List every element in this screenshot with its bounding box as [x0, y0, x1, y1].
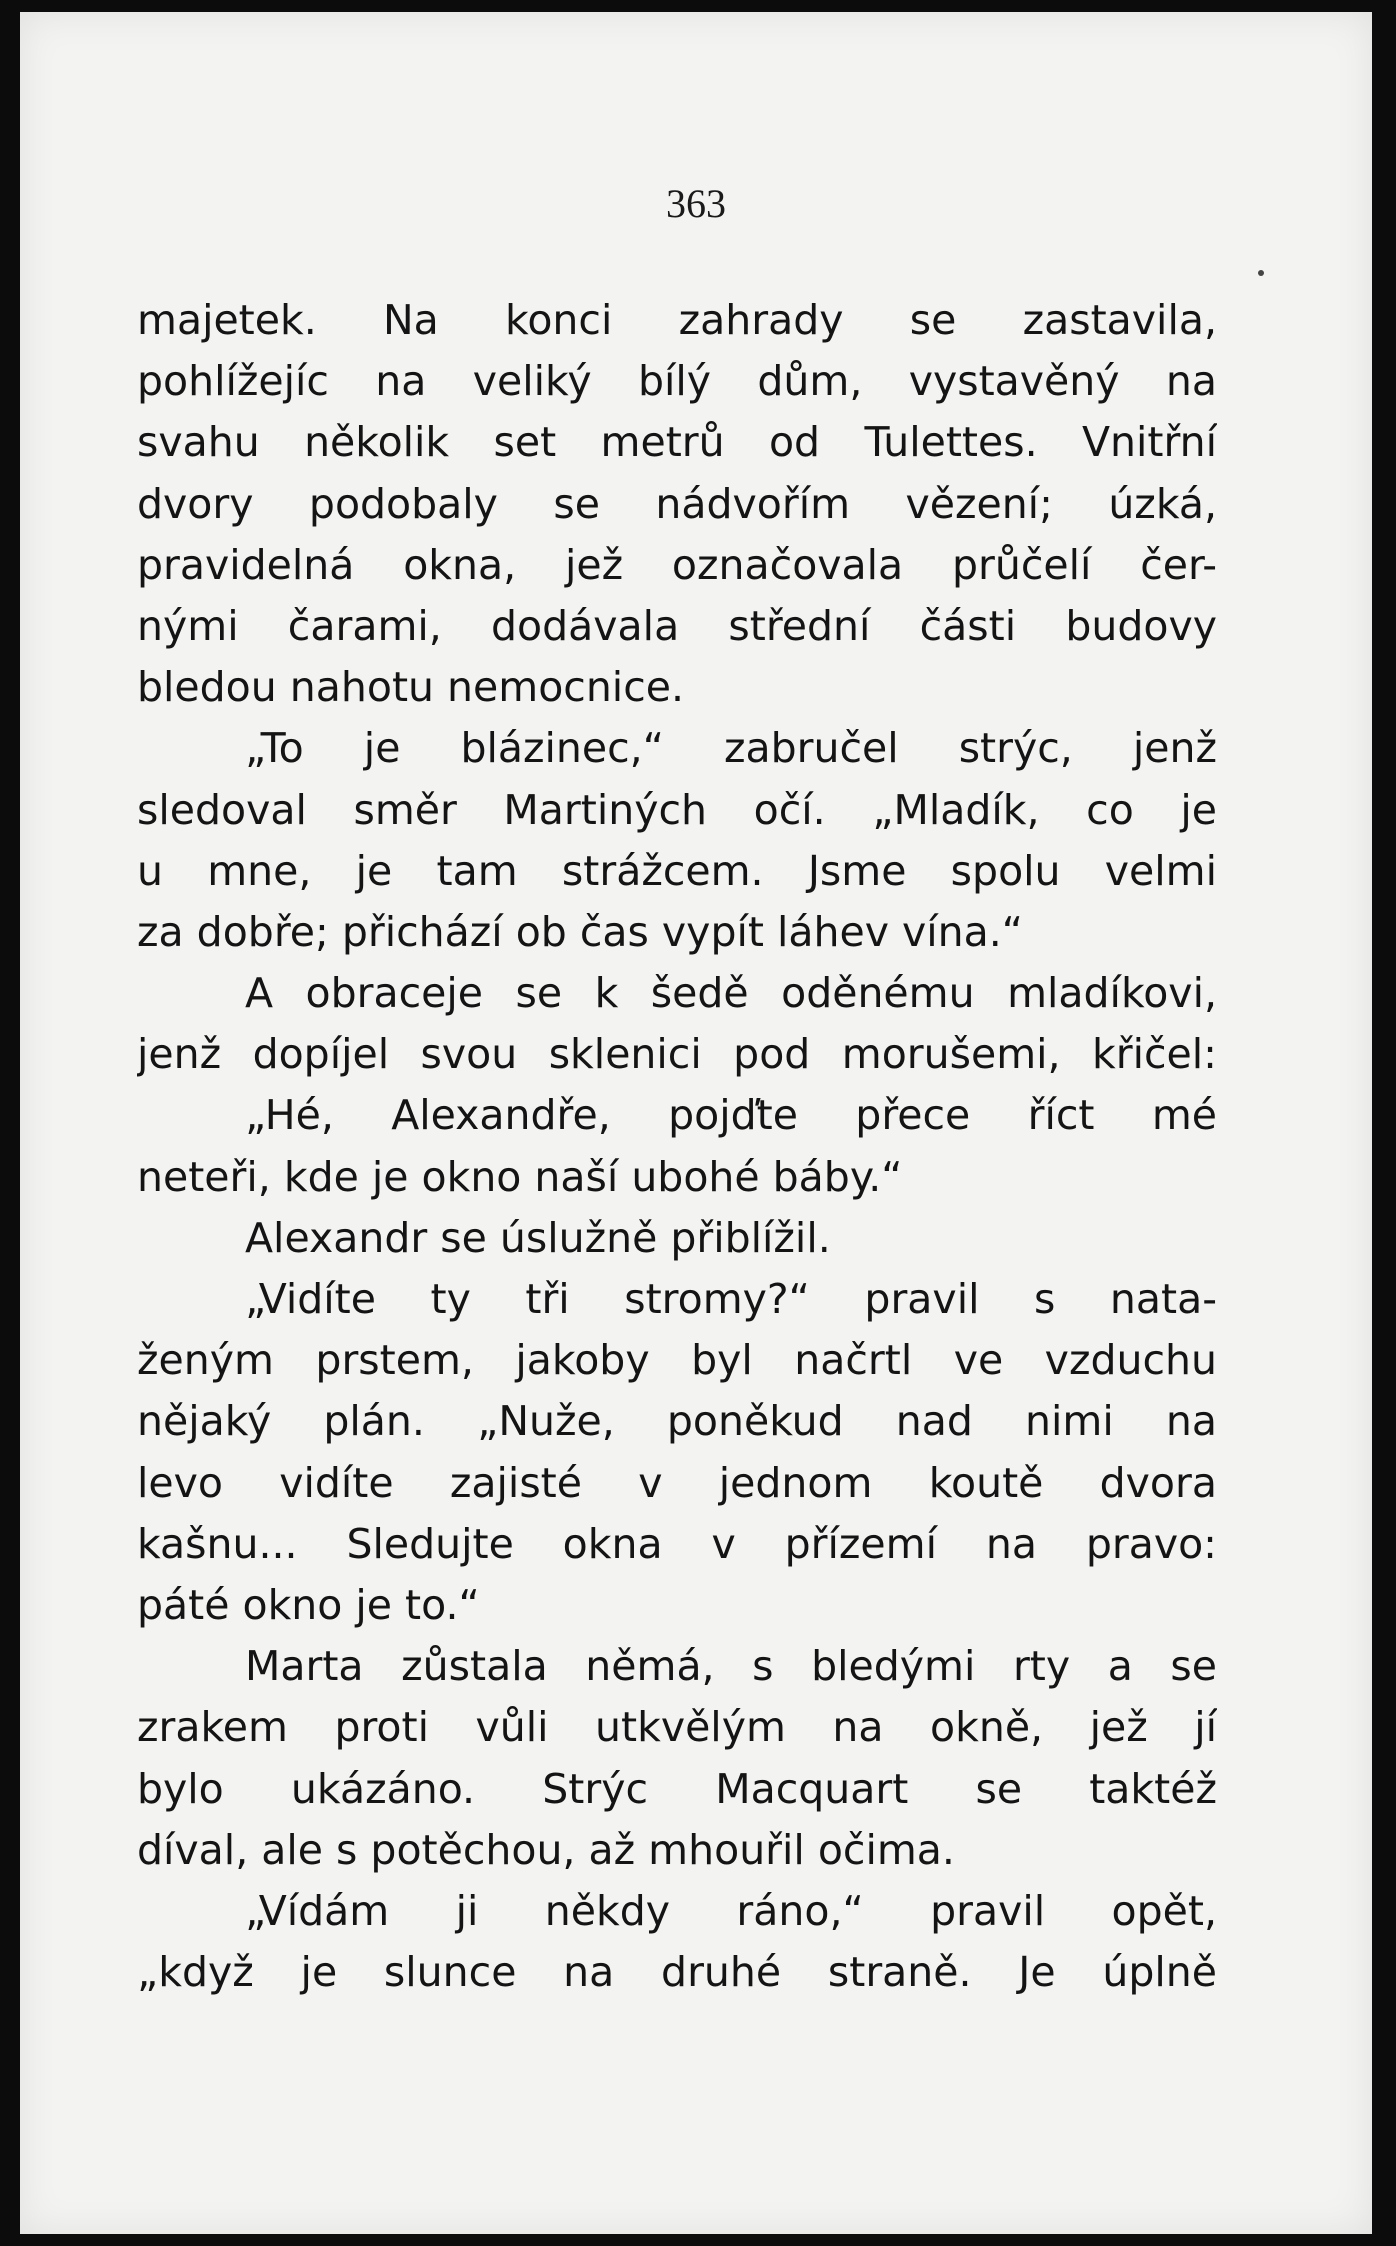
text-line: kašnu... Sledujte okna v přízemí na pravo: [137, 1519, 1217, 1568]
text-line: bylo ukázáno. Strýc Macquart se taktéž [137, 1764, 1217, 1813]
text-line: u mne, je tam strážcem. Jsme spolu velmi [137, 846, 1217, 895]
text-line: díval, ale s potěchou, až mhouřil očima. [137, 1825, 955, 1874]
text-line: Marta zůstala němá, s bledými rty a se [245, 1642, 1217, 1691]
text-line: páté okno je to.“ [137, 1580, 480, 1629]
text-line: bledou nahotu nemocnice. [137, 663, 684, 712]
ink-speck [1258, 270, 1264, 276]
text-line: Alexandr se úslužně přiblížil. [245, 1213, 831, 1262]
text-line: „Vídám ji někdy ráno,“ pravil opět, [245, 1886, 1217, 1935]
text-line: svahu několik set metrů od Tulettes. Vnitřní [137, 418, 1217, 467]
text-line: sledoval směr Martiných očí. „Mladík, co je [137, 785, 1217, 834]
text-line: dvory podobaly se nádvořím vězení; úzká, [137, 479, 1217, 528]
book-page [20, 12, 1372, 2234]
text-line: „Hé, Alexandře, pojďte přece říct mé [245, 1091, 1217, 1140]
text-line: za dobře; přichází ob čas vypít láhev vína.“ [137, 907, 1024, 956]
text-line: jenž dopíjel svou sklenici pod morušemi, křičel: [137, 1030, 1217, 1079]
text-line: levo vidíte zajisté v jednom koutě dvora [137, 1458, 1217, 1507]
text-line: ženým prstem, jakoby byl načrtl ve vzduchu [137, 1336, 1217, 1385]
text-line: pohlížejíc na veliký bílý dům, vystavěný na [137, 357, 1217, 406]
text-line: A obraceje se k šedě oděnému mladíkovi, [245, 969, 1217, 1018]
text-line: majetek. Na konci zahrady se zastavila, [137, 296, 1217, 344]
text-line: zrakem proti vůli utkvělým na okně, jež jí [137, 1703, 1217, 1752]
text-line: nými čarami, dodávala střední části budovy [137, 601, 1217, 650]
text-line: nějaký plán. „Nuže, poněkud nad nimi na [137, 1397, 1217, 1446]
text-line: neteři, kde je okno naší ubohé báby.“ [137, 1152, 903, 1201]
text-line: „Vidíte ty tři stromy?“ pravil s nata- [245, 1275, 1217, 1323]
page-number: 363 [666, 181, 726, 226]
text-line: pravidelná okna, jež označovala průčelí čer- [137, 540, 1217, 589]
text-line: „když je slunce na druhé straně. Je úplně [137, 1948, 1217, 1997]
text-line: „To je blázinec,“ zabručel strýc, jenž [245, 724, 1217, 773]
body-text [137, 290, 1217, 2003]
